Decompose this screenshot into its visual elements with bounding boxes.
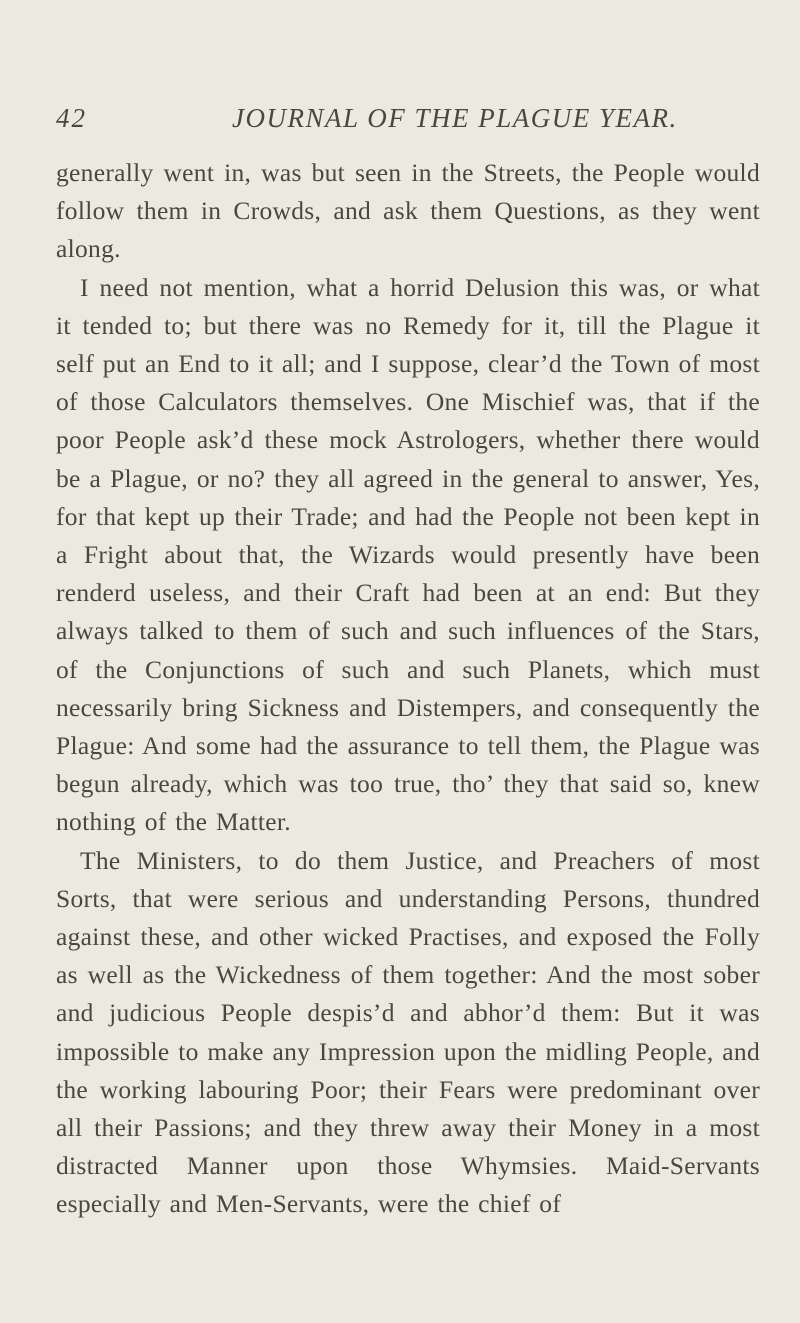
page-number: 42 (56, 103, 87, 133)
paragraph-delusion: I need not mention, what a horrid Delusion this was, or what it tended to; but there was no Remedy for it, till the Plague it self put an End to it all; and I suppose, clear’d the Town of most of those Calculators themselves. One Mischief was, that if the poor People ask’d these mock Astrologers, whether there would be a Plague, or no? they all agreed in the general to answer, Yes, for that kept up their Trade; and had the People not been kept in a Fright about that, the Wizards would presently have been renderd useless, and their Craft had been at an end: But they always talked to them of such and such influences of the Stars, of the Conjunctions of such and such Planets, which must necessarily bring Sickness and Distempers, and consequently the Plague: And some had the assurance to tell them, the Plague was begun already, which was too true, tho’ they that said so, knew nothing of the Matter. (56, 272, 760, 837)
body-text (56, 154, 760, 1224)
paragraph-continuation: generally went in, was but seen in the Streets, the People would follow them in Crowds, and ask them Questions, as they went along. (56, 158, 760, 264)
running-head (56, 98, 760, 138)
running-title: JOURNAL OF THE PLAGUE YEAR. (232, 103, 678, 133)
paragraph-ministers: The Ministers, to do them Justice, and Preachers of most Sorts, that were serious and understanding Persons, thundred against these, and other wicked Practises, and exposed the Folly as well as the Wickedness of them together: And the most sober and judicious People despis’d and abhor’d them: But it was impossible to make any Impression upon the midling People, and the working labouring Poor; their Fears were predominant over all their Passions; and they threw away their Money in a most distracted Manner upon those Whymsies. Maid-Servants especially and Men-Servants, were the chief of (56, 845, 760, 1219)
